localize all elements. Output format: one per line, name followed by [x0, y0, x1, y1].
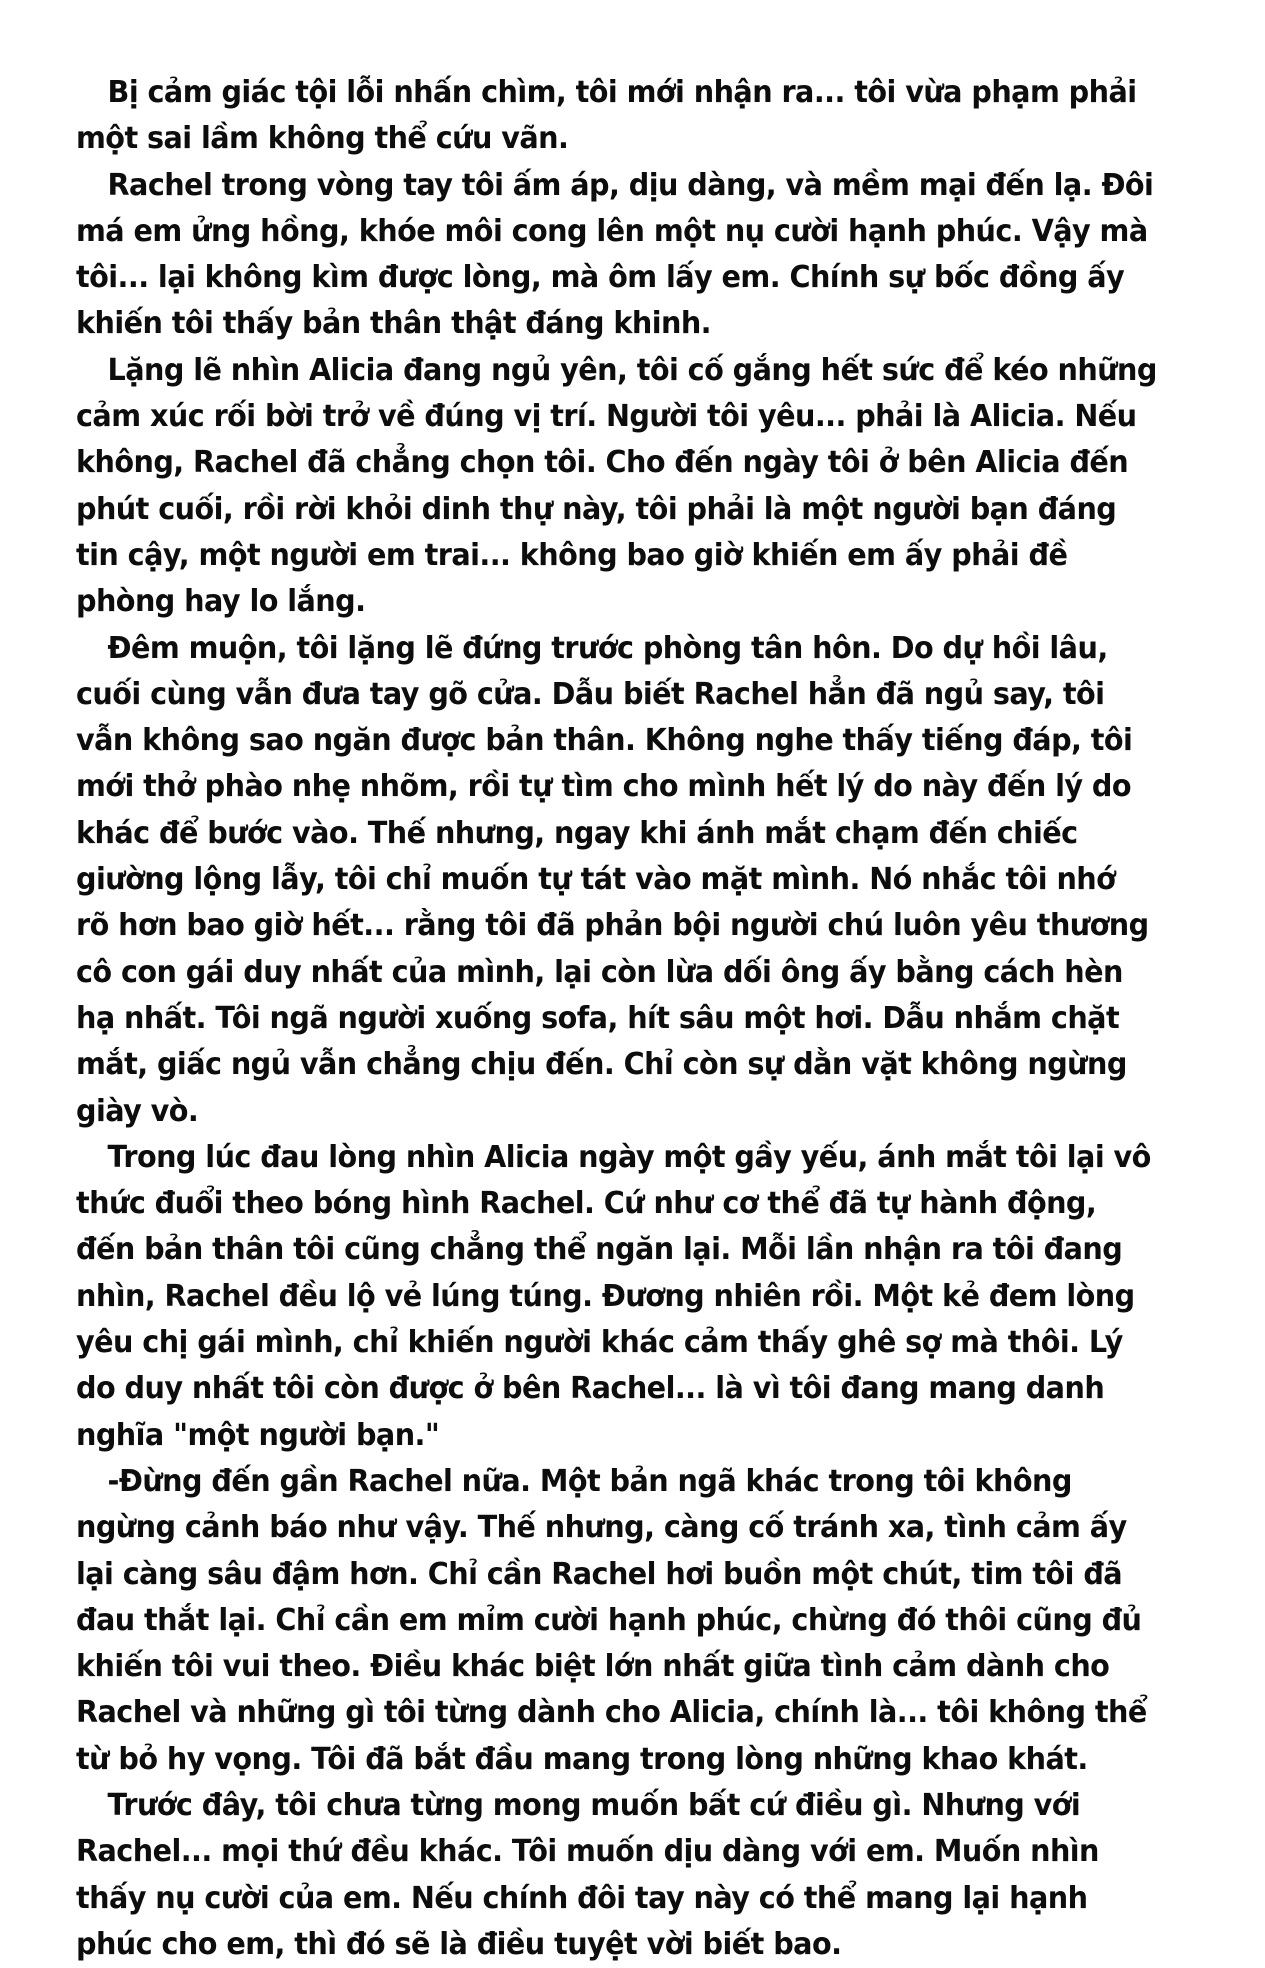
paragraph-5: Trong lúc đau lòng nhìn Alicia ngày một gầy yếu, ánh mắt tôi lại vô thức đuổi theo bóng hình Rachel. Cứ như cơ thể đã tự hành động, đến bản thân tôi cũng chẳng thể ngăn lại. Mỗi lần nhận ra tôi đang nhìn, Rachel đều lộ vẻ lúng túng. Đương nhiên rồi. Một kẻ đem lòng yêu chị gái mình, chỉ khiến người khác cảm thấy ghê sợ mà thôi. Lý do duy nhất tôi còn được ở bên Rachel... là vì tôi đang mang danh nghĩa "một người bạn."	[76, 1139, 1151, 1453]
story-page	[76, 70, 1157, 1968]
paragraph-7: Trước đây, tôi chưa từng mong muốn bất cứ điều gì. Nhưng với Rachel... mọi thứ đều khác. Tôi muốn dịu dàng với em. Muốn nhìn thấy nụ cười của em. Nếu chính đôi tay này có thể mang lại hạnh phúc cho em, thì đó sẽ là điều tuyệt vời biết bao.	[76, 1787, 1099, 1962]
paragraph-6: -Đừng đến gần Rachel nữa. Một bản ngã khác trong tôi không ngừng cảnh báo như vậy. Thế nhưng, càng cố tránh xa, tình cảm ấy lại càng sâu đậm hơn. Chỉ cần Rachel hơi buồn một chút, tim tôi đã đau thắt lại. Chỉ cần em mỉm cười hạnh phúc, chừng đó thôi cũng đủ khiến tôi vui theo. Điều khác biệt lớn nhất giữa tình cảm dành cho Rachel và những gì tôi từng dành cho Alicia, chính là... tôi không thể từ bỏ hy vọng. Tôi đã bắt đầu mang trong lòng những khao khát.	[76, 1463, 1147, 1777]
paragraph-2: Rachel trong vòng tay tôi ấm áp, dịu dàng, và mềm mại đến lạ. Đôi má em ửng hồng, khóe môi cong lên một nụ cười hạnh phúc. Vậy mà tôi... lại không kìm được lòng, mà ôm lấy em. Chính sự bốc đồng ấy khiến tôi thấy bản thân thật đáng khinh.	[76, 167, 1154, 342]
paragraph-1: Bị cảm giác tội lỗi nhấn chìm, tôi mới nhận ra... tôi vừa phạm phải một sai lầm không thể cứu vãn.	[76, 75, 1137, 157]
paragraph-4: Đêm muộn, tôi lặng lẽ đứng trước phòng tân hôn. Do dự hồi lâu, cuối cùng vẫn đưa tay gõ cửa. Dẫu biết Rachel hẳn đã ngủ say, tôi vẫn không sao ngăn được bản thân. Không nghe thấy tiếng đáp, tôi mới thở phào nhẹ nhõm, rồi tự tìm cho mình hết lý do này đến lý do khác để bước vào. Thế nhưng, ngay khi ánh mắt chạm đến chiếc giường lộng lẫy, tôi chỉ muốn tự tát vào mặt mình. Nó nhắc tôi nhớ rõ hơn bao giờ hết... rằng tôi đã phản bội người chú luôn yêu thương cô con gái duy nhất của mình, lại còn lừa dối ông ấy bằng cách hèn hạ nhất. Tôi ngã người xuống sofa, hít sâu một hơi. Dẫu nhắm chặt mắt, giấc ngủ vẫn chẳng chịu đến. Chỉ còn sự dằn vặt không ngừng giày vò.	[76, 630, 1149, 1129]
paragraph-3: Lặng lẽ nhìn Alicia đang ngủ yên, tôi cố gắng hết sức để kéo những cảm xúc rối bời trở về đúng vị trí. Người tôi yêu... phải là Alicia. Nếu không, Rachel đã chẳng chọn tôi. Cho đến ngày tôi ở bên Alicia đến phút cuối, rồi rời khỏi dinh thự này, tôi phải là một người bạn đáng tin cậy, một người em trai... không bao giờ khiến em ấy phải đề phòng hay lo lắng.	[76, 352, 1157, 620]
